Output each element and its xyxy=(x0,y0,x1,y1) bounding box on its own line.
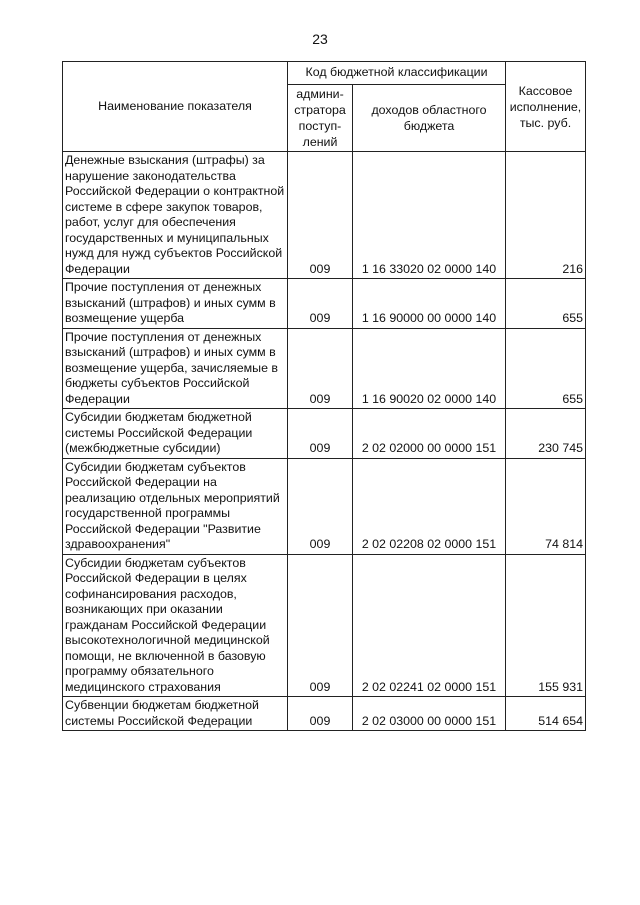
row-amount: 655 xyxy=(506,328,586,409)
table-row xyxy=(63,697,586,731)
row-admin-code: 009 xyxy=(288,697,353,731)
row-amount: 216 xyxy=(506,152,586,279)
row-admin-code: 009 xyxy=(288,554,353,697)
table-header-row xyxy=(63,62,586,85)
row-admin-code: 009 xyxy=(288,328,353,409)
row-income-code: 2 02 02000 00 0000 151 xyxy=(353,409,506,459)
header-indicator-name: Наименование показателя xyxy=(63,62,288,152)
row-income-code: 2 02 02241 02 0000 151 xyxy=(353,554,506,697)
row-admin-code: 009 xyxy=(288,279,353,329)
row-income-code: 1 16 33020 02 0000 140 xyxy=(353,152,506,279)
row-amount: 514 654 xyxy=(506,697,586,731)
table-row xyxy=(63,554,586,697)
table-row xyxy=(63,458,586,554)
row-amount: 655 xyxy=(506,279,586,329)
row-name: Денежные взыскания (штрафы) за нарушение законодательства Российской Федерации о контрактной системе в сфере закупок товаров, работ, услуг для обеспечения государственных и муниципальных нужд для нужд субъектов Российской Федерации xyxy=(63,152,288,279)
budget-revenue-table xyxy=(62,61,586,731)
row-name: Прочие поступления от денежных взысканий (штрафов) и иных сумм в возмещение ущерба, зачисляемые в бюджеты субъектов Российской Федерации xyxy=(63,328,288,409)
header-revenue-administrator: админи-стратора поступ-лений xyxy=(288,85,353,152)
row-admin-code: 009 xyxy=(288,458,353,554)
row-income-code: 2 02 03000 00 0000 151 xyxy=(353,697,506,731)
table-row xyxy=(63,409,586,459)
row-income-code: 2 02 02208 02 0000 151 xyxy=(353,458,506,554)
row-name: Прочие поступления от денежных взысканий (штрафов) и иных сумм в возмещение ущерба xyxy=(63,279,288,329)
row-admin-code: 009 xyxy=(288,152,353,279)
header-regional-budget-income: доходов областного бюджета xyxy=(353,85,506,152)
header-classification-code: Код бюджетной классификации xyxy=(288,62,506,85)
row-name: Субсидии бюджетам бюджетной системы Российской Федерации (межбюджетные субсидии) xyxy=(63,409,288,459)
table-row xyxy=(63,152,586,279)
row-amount: 155 931 xyxy=(506,554,586,697)
header-cash-execution: Кассовое исполнение, тыс. руб. xyxy=(506,62,586,152)
row-amount: 230 745 xyxy=(506,409,586,459)
row-name: Субсидии бюджетам субъектов Российской Федерации на реализацию отдельных мероприятий государственной программы Российской Федерации "Развитие здравоохранения" xyxy=(63,458,288,554)
row-income-code: 1 16 90000 00 0000 140 xyxy=(353,279,506,329)
table-row xyxy=(63,279,586,329)
row-admin-code: 009 xyxy=(288,409,353,459)
page-number: 23 xyxy=(312,31,328,47)
row-name: Субсидии бюджетам субъектов Российской Федерации в целях софинансирования расходов, возникающих при оказании гражданам Российской Федерации высокотехнологичной медицинской помощи, не включенной в базовую программу обязательного медицинского страхования xyxy=(63,554,288,697)
row-income-code: 1 16 90020 02 0000 140 xyxy=(353,328,506,409)
row-name: Субвенции бюджетам бюджетной системы Российской Федерации xyxy=(63,697,288,731)
table-row xyxy=(63,328,586,409)
row-amount: 74 814 xyxy=(506,458,586,554)
